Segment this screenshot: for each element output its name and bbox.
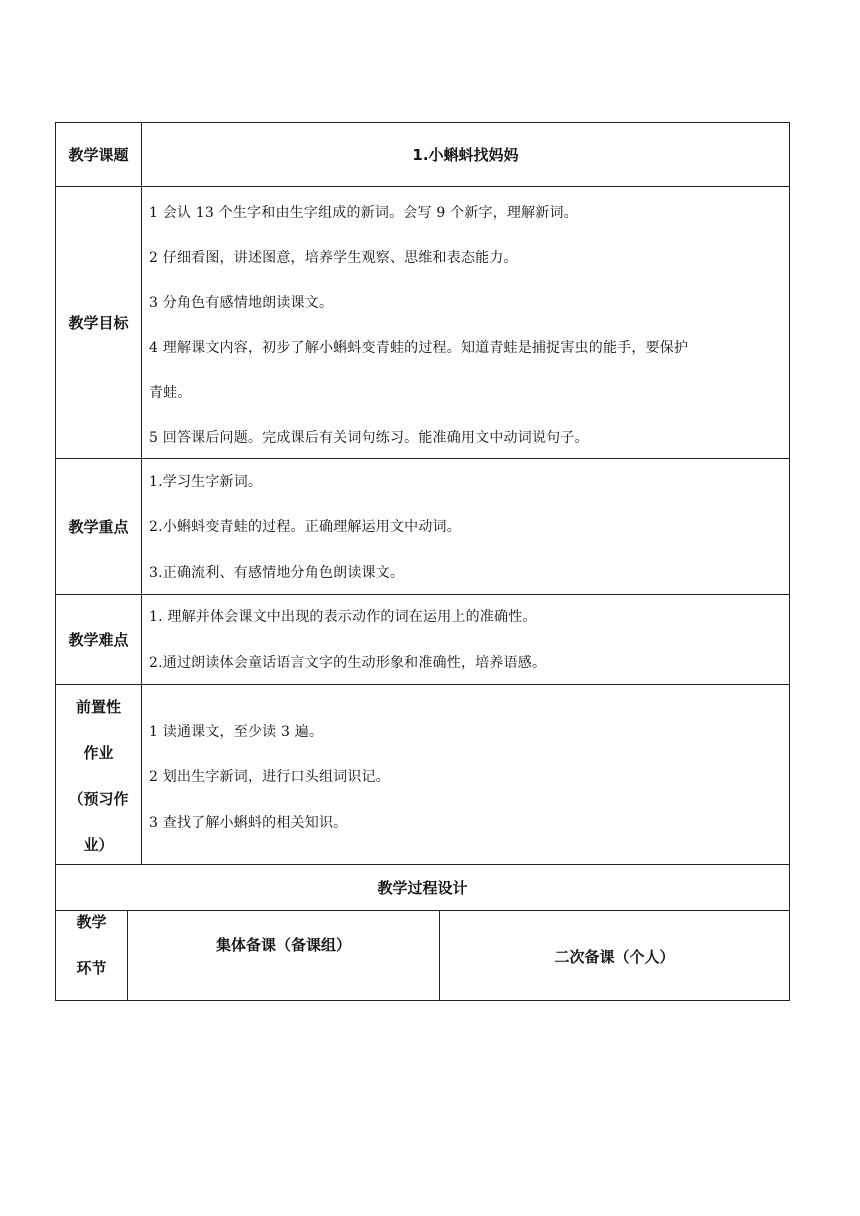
goal-item-continued: 青蛙。: [149, 385, 192, 401]
row-divider: [55, 684, 790, 685]
difficulty-item: 1. 理解并体会课文中出现的表示动作的词在运用上的准确性。: [149, 609, 537, 625]
goal-item: 1 会认 13 个生字和由生字组成的新词。会写 9 个新字，理解新词。: [149, 205, 578, 221]
process-section-title: 教学过程设计: [377, 879, 468, 897]
difficulty-item: 2.通过朗读体会童话语言文字的生动形象和准确性，培养语感。: [149, 655, 547, 671]
key-point-item: 3.正确流利、有感情地分角色朗读课文。: [149, 565, 405, 581]
row-divider: [55, 186, 790, 187]
goal-item: 5 回答课后问题。完成课后有关词句练习。能准确用文中动词说句子。: [149, 430, 589, 446]
stage-label-line: 教学: [76, 913, 107, 931]
stage-label: [56, 899, 127, 991]
row-divider: [55, 458, 790, 459]
homework-label-line: （预习作: [68, 790, 129, 808]
stage-label-line: 环节: [76, 959, 107, 977]
goal-item: 3 分角色有感情地朗读课文。: [149, 295, 334, 311]
goal-item: 2 仔细看图，讲述图意，培养学生观察、思维和表态能力。: [149, 250, 518, 266]
key-point-item: 2.小蝌蚪变青蛙的过程。正确理解运用文中动词。: [149, 519, 461, 535]
homework-item: 2 划出生字新词，进行口头组词识记。: [149, 769, 390, 785]
key-point-item: 1.学习生字新词。: [149, 474, 263, 490]
row-divider: [55, 594, 790, 595]
homework-label: [56, 684, 141, 868]
homework-item: 3 查找了解小蝌蚪的相关知识。: [149, 815, 348, 831]
goal-item: 4 理解课文内容，初步了解小蝌蚪变青蛙的过程。知道青蛙是捕捉害虫的能手，要保护: [149, 340, 689, 356]
collective-prep-header: 集体备课（备课组）: [215, 935, 351, 954]
topic-label: 教学课题: [68, 146, 129, 164]
difficulties-label: 教学难点: [68, 631, 129, 649]
homework-item: 1 读通课文，至少读 3 遍。: [149, 724, 324, 740]
homework-label-line: 前置性: [75, 698, 121, 716]
lesson-title: 1.小蝌蚪找妈妈: [412, 146, 519, 164]
homework-label-line: 业）: [83, 836, 114, 854]
goals-label: 教学目标: [68, 314, 129, 332]
key-points-label: 教学重点: [68, 518, 129, 536]
homework-label-line: 作业: [83, 744, 114, 762]
column-divider: [141, 122, 142, 864]
personal-prep-header: 二次备课（个人）: [554, 947, 675, 966]
